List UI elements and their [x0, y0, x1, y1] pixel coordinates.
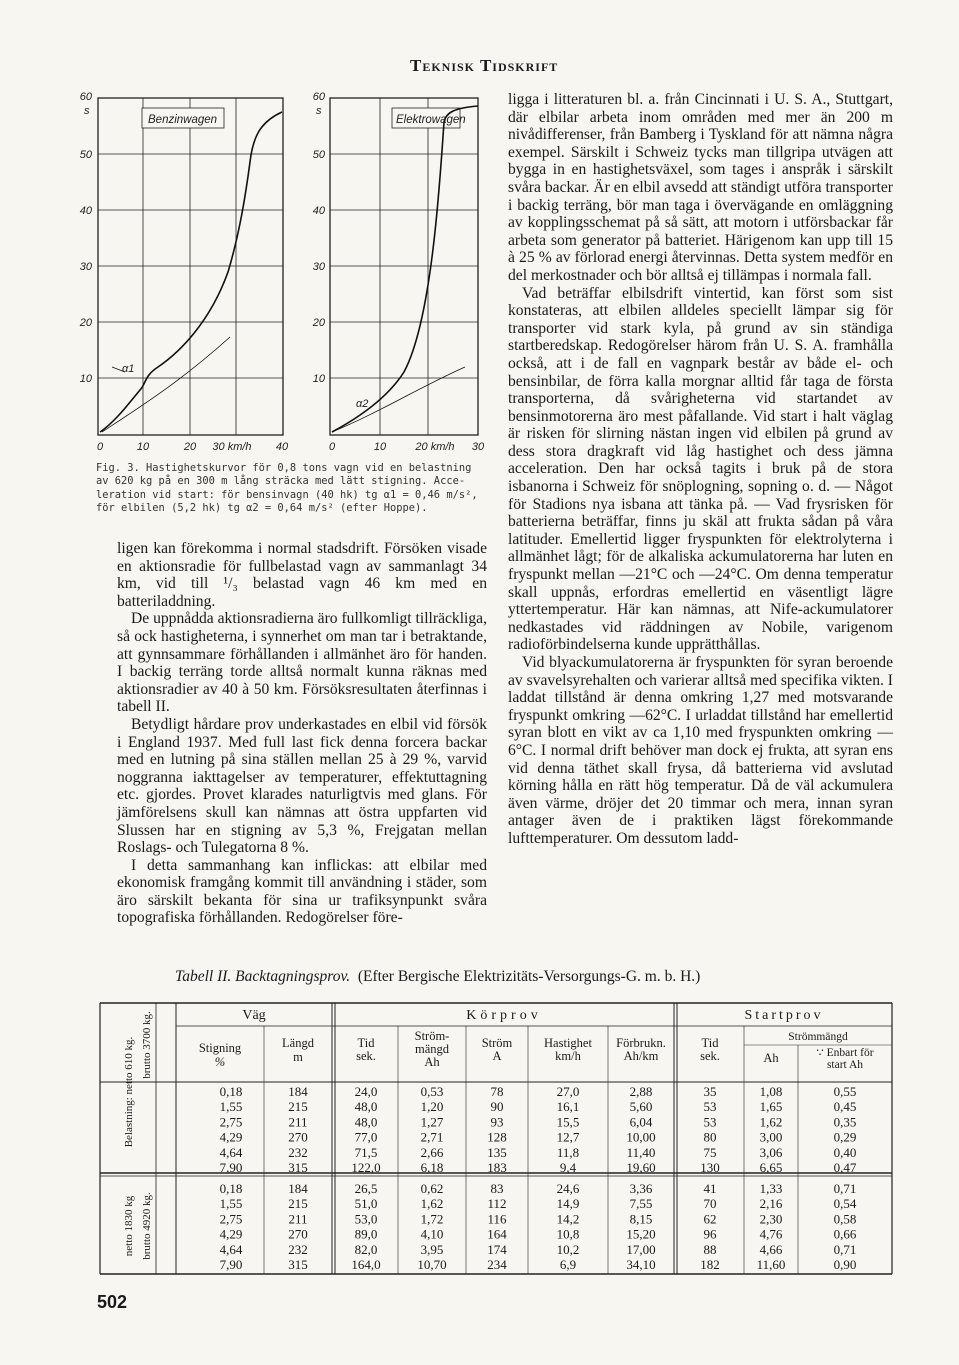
table-cell: 128: [487, 1129, 507, 1145]
table-cell: 83: [490, 1181, 504, 1196]
y-tick: 40: [312, 205, 325, 217]
table-cell: 2,88: [629, 1084, 653, 1099]
table-cell: 0,18: [219, 1084, 243, 1099]
table-cell: 9,4: [559, 1160, 577, 1175]
header-startprov: Startprov: [744, 1008, 824, 1023]
table-cell: 10,8: [556, 1226, 580, 1242]
table-title: Tabell II. Backtagningsprov. (Efter Bergische Elektrizitäts-Versorgungs-G. m. b. H.): [175, 968, 701, 985]
y-tick: 40: [79, 205, 92, 217]
table-body-2: [220, 1181, 857, 1272]
table-cell: 0,35: [833, 1114, 857, 1130]
table-cell: 15,20: [626, 1226, 656, 1242]
y-tick: 50: [312, 149, 325, 161]
paragraph: Vid blyackumulatorerna är fryspunkten för syran beroende av svavelsyrehalten och varierar alltså med specifika vikten. I laddat tillstånd är denna omkring 1,27 med motsvarande fryspunkt omkring —62°C. I urladdat tillstånd har emellertid syran blott en vikt av ca 1,10 med fryspunkten omkring —6°C. I normal drift behöver man dock ej frukta, att syran ens vid denna täthet skall frysa, då batterierna vid avslutad körning hålla en rätt hög temperatur. Då de väl ackumulera även värme, dröjer det 20 timmar och mera, innan syran antager även de i praktiken lägst förekommande lufttemperaturer. Om dessutom ladd-: [508, 654, 893, 847]
y-tick: 30: [79, 261, 92, 273]
x-tick: 30 km/h: [212, 441, 252, 453]
side-label: Belastning: netto 610 kg.: [123, 1036, 135, 1148]
paragraph: Betydligt hårdare prov underkastades en elbil vid försök i England 1937. Med full last fick denna forcera backar med en lutning på sina ställen mellan 25 à 29 %, varvid noggranna iakttagelser av temperaturer, effektuttagning etc. gjordes. Provet klarades naturligtvis med glans. För jämförelsens skull kan nämnas att östra uppfarten vid Slussen har en stigning av 5,3 %, Frejgatan mellan Roslags- och Tulegatorna 8 %.: [117, 715, 487, 857]
table-cell: 6,04: [629, 1114, 653, 1130]
right-chart-label: Elektrowagen: [396, 114, 466, 126]
y-tick: 60: [312, 91, 325, 103]
table-cell: 122,0: [351, 1160, 381, 1175]
table-cell: 53: [703, 1114, 717, 1130]
table-cell: 1,20: [420, 1099, 444, 1115]
table-cell: 2,75: [219, 1211, 243, 1227]
header-vag: Väg: [242, 1008, 266, 1023]
table-cell: 0,66: [833, 1226, 857, 1242]
table-cell: 11,40: [626, 1144, 656, 1160]
side-label: brutto 3700 kg.: [141, 1011, 153, 1079]
left-chart-label: Benzinwagen: [148, 114, 218, 126]
x-tick: 20: [183, 441, 197, 453]
table-cell: 182: [700, 1257, 720, 1272]
table-cell: 62: [703, 1211, 717, 1227]
y-tick: 20: [79, 317, 92, 329]
table-cell: 211: [288, 1211, 308, 1227]
svg-text:Ah: Ah: [424, 1055, 440, 1069]
table-cell: 2,66: [420, 1144, 444, 1160]
table-cell: 4,29: [219, 1129, 243, 1145]
table-cell: 215: [288, 1099, 308, 1115]
table-cell: 183: [487, 1160, 507, 1175]
table-cell: 164: [487, 1226, 507, 1242]
x-tick: 10: [136, 441, 150, 453]
table-cell: 270: [288, 1129, 308, 1145]
table-cell: 15,5: [556, 1114, 580, 1130]
y-tick: 10: [312, 373, 325, 385]
electric-car-curve: [332, 106, 478, 432]
right-chart: [312, 91, 485, 453]
x-tick: 40: [275, 441, 289, 453]
table-cell: 270: [288, 1226, 308, 1242]
svg-text:Ah: Ah: [763, 1051, 779, 1065]
left-text-column: [117, 540, 487, 927]
table-cell: 53: [703, 1099, 717, 1115]
table-cell: 135: [487, 1144, 507, 1160]
table-cell: 7,55: [629, 1196, 653, 1212]
svg-text:start Ah: start Ah: [826, 1059, 864, 1071]
table-cell: 1,33: [759, 1181, 783, 1196]
table-cell: 6,65: [759, 1160, 783, 1175]
col-stigning: Stigning: [198, 1041, 242, 1055]
alpha2-label: α2: [356, 398, 369, 410]
journal-header: Teknisk Tidskrift: [410, 56, 559, 75]
table-cell: 82,0: [354, 1241, 378, 1257]
table-cell: 6,18: [420, 1160, 444, 1175]
table-cell: 11,60: [756, 1257, 786, 1272]
table-cell: 184: [288, 1084, 308, 1099]
table-cell: 11,8: [556, 1144, 580, 1160]
side-label: netto 1830 kg: [123, 1195, 135, 1257]
table-cell: 27,0: [556, 1084, 580, 1099]
table-cell: 234: [487, 1257, 507, 1272]
y-unit: s: [316, 105, 322, 117]
table-cell: 88: [703, 1241, 717, 1257]
paragraph: Vad beträffar elbilsdrift vintertid, kan först som sist konstateras, att elbilen alldeles speciellt lämpar sig för transporter vid stark kyla, på grund av sin ständiga startberedskap. Redogörelser härom från U. S. A. framhålla också, att i de fall en vagnpark består av både el- och bensinbilar, de förra kalla morgnar alltid får taga de första transporterna, då svårigheterna vid startandet av bensinmotorerna äro mest påfallande. Vid start i halt väglag är risken för slirning nästan ingen vid elbilen på grund av dess stora dragkraft vid låg hastighet och dess jämna acceleration. Den har också tagits i bruk på de stora isbanorna i Schweiz för snöplogning, sopning o. d. — Något för Stadions nya isbana att tänka på. — Vad frysrisken för batterierna beträffar, finns ju skäl att frukta sådan på våra latituder. Emellertid ligger fryspunkten för elektrolyterna i allmänhet lågt; för de alkaliska ackumulatorerna har luten en fryspunkt mellan —21°C och —24°C. Om denna temperatur skall uppnås, erfordras emellertid en väsentligt lägre yttertemperatur. Här kan nämnas, att Nife-ackumulatorer nedkastades vid räddningen av Nobile, varigenom radioförbindelserna kunde upprätthållas.: [508, 284, 893, 654]
table-cell: 3,06: [759, 1144, 783, 1160]
table-cell: 10,70: [417, 1257, 447, 1272]
table-cell: 14,2: [556, 1211, 580, 1227]
table-cell: 34,10: [626, 1257, 656, 1272]
svg-text:A: A: [492, 1049, 502, 1063]
table-cell: 1,62: [759, 1114, 783, 1130]
table-cell: 184: [288, 1181, 308, 1196]
table-cell: 3,36: [629, 1181, 653, 1196]
table-cell: 7,90: [219, 1160, 243, 1175]
table-cell: 0,29: [833, 1129, 857, 1145]
col-strom: Ström: [481, 1036, 513, 1050]
table-cell: 12,7: [556, 1129, 580, 1145]
table-cell: 78: [490, 1084, 504, 1099]
table-cell: 2,71: [420, 1129, 444, 1145]
header-korprov: Körprov: [466, 1008, 542, 1023]
table-cell: 53,0: [354, 1211, 378, 1227]
table-cell: 2,30: [759, 1211, 783, 1227]
x-tick: 0: [328, 441, 336, 453]
table-cell: 17,00: [626, 1241, 656, 1257]
table-cell: 89,0: [354, 1226, 378, 1242]
speed-curves-figure: [70, 82, 490, 472]
svg-text:m: m: [293, 1050, 303, 1064]
svg-text:sek.: sek.: [700, 1049, 720, 1063]
table-cell: 0,55: [833, 1084, 857, 1099]
table-cell: 315: [288, 1160, 308, 1175]
paragraph: I detta sammanhang kan inflickas: att elbilar med ekonomisk framgång kommit till användning i städer, som äro särskilt bekanta för sina ur trafiksynpunkt svåra topografiska förhållanden. Redogörelser före-: [117, 856, 487, 927]
table-cell: 0,54: [833, 1196, 857, 1212]
table-cell: 211: [288, 1114, 308, 1130]
svg-text:mängd: mängd: [414, 1042, 450, 1056]
table-cell: 75: [703, 1144, 717, 1160]
table-cell: 164,0: [351, 1257, 381, 1272]
table-cell: 1,55: [219, 1099, 243, 1115]
table-cell: 10,2: [556, 1241, 580, 1257]
table-cell: 1,72: [420, 1211, 444, 1227]
table-cell: 10,00: [626, 1129, 656, 1145]
table-cell: 0,90: [833, 1257, 857, 1272]
table-cell: 0,40: [833, 1144, 857, 1160]
table-cell: 232: [288, 1144, 308, 1160]
table-cell: 215: [288, 1196, 308, 1212]
svg-text:%: %: [214, 1055, 226, 1069]
col-forbrukn: Förbrukn.: [616, 1036, 666, 1050]
table-cell: 2,75: [219, 1114, 243, 1130]
table-cell: 0,47: [833, 1160, 857, 1175]
table-cell: 2,16: [759, 1196, 783, 1212]
table-body-1: [220, 1084, 857, 1175]
table-cell: 0,58: [833, 1211, 857, 1227]
table-cell: 1,65: [759, 1099, 783, 1115]
svg-text:Ah/km: Ah/km: [623, 1049, 659, 1063]
table-cell: 16,1: [556, 1099, 580, 1115]
y-unit: s: [84, 105, 90, 117]
table-cell: 1,62: [420, 1196, 444, 1212]
svg-text:km/h: km/h: [555, 1049, 581, 1063]
paragraph: ligga i litteraturen bl. a. från Cincinnati i U. S. A., Stuttgart, där elbilar arbeta inom områden med mer än 200 m nivådifferenser, från Bamberg i Tyskland för att nämna några exempel. Särskilt i Schweiz tycks man tillgripa utvägen att bygga in en hastighetsväxel, som tages i anspråk i särskilt svåra backar. Är en elbil avsedd att ständigt utföra transporter i backig terräng, bör man taga i övervägande en omläggning av kopplingsschemat på så sätt, att motorn i utförsbackar får arbeta som generator på batteriet. Härigenom kan upp till 15 à 25 % av förlorad energi återvinnas. Detta system medför en del merkostnader och bör alltså ej tillämpas i normala fall.: [508, 91, 893, 284]
table-cell: 315: [288, 1257, 308, 1272]
table-cell: 24,0: [354, 1084, 378, 1099]
table-cell: 48,0: [354, 1114, 378, 1130]
y-tick: 20: [312, 317, 325, 329]
right-text-column: [508, 91, 893, 848]
alpha1-label: α1: [122, 363, 135, 375]
table-cell: 4,64: [219, 1241, 243, 1257]
table-cell: 80: [703, 1129, 717, 1145]
table-cell: 112: [487, 1196, 507, 1212]
col-start-strommangd: Strömmängd: [788, 1031, 848, 1043]
table-cell: 6,9: [559, 1257, 577, 1272]
table-cell: 0,53: [420, 1084, 444, 1099]
table-cell: 4,29: [219, 1226, 243, 1242]
table-cell: 8,15: [629, 1211, 653, 1227]
y-tick: 50: [79, 149, 92, 161]
table-cell: 1,08: [759, 1084, 783, 1099]
y-tick: 30: [312, 261, 325, 273]
paragraph: ligen kan förekomma i normal stadsdrift. Försöken visade en aktionsradie för fullbelastad vagn av sammanlagt 34 km, vid till ¹/₃ belastad vagn 46 km med en batteriladdning.: [117, 540, 487, 610]
x-tick: 0: [96, 441, 104, 453]
table-cell: 0,45: [833, 1099, 857, 1115]
table-cell: 93: [490, 1114, 504, 1130]
col-strommangd: Ström-: [414, 1029, 450, 1043]
table-cell: 1,27: [420, 1114, 444, 1130]
x-tick: 20 km/h: [415, 441, 455, 453]
y-tick: 60: [79, 91, 92, 103]
table-cell: 0,71: [833, 1181, 857, 1196]
page-number: 502: [97, 1292, 128, 1312]
table-cell: 77,0: [354, 1129, 378, 1145]
table-cell: 0,71: [833, 1241, 857, 1257]
table-cell: 70: [703, 1196, 717, 1212]
table-cell: 35: [703, 1084, 717, 1099]
table-cell: 4,66: [759, 1241, 783, 1257]
y-tick: 10: [79, 373, 92, 385]
col-langd: Längd: [282, 1036, 314, 1050]
table-cell: 7,90: [219, 1257, 243, 1272]
table-cell: 26,5: [354, 1181, 378, 1196]
side-label: brutto 4920 kg.: [141, 1192, 153, 1260]
table-cell: 96: [703, 1226, 717, 1242]
table-cell: 0,62: [420, 1181, 444, 1196]
col-tid: Tid: [357, 1036, 375, 1050]
table-cell: 4,76: [759, 1226, 783, 1242]
table-cell: 130: [700, 1160, 720, 1175]
figure-caption: Fig. 3. Hastighetskurvor för 0,8 tons vagn vid en belastning av 620 kg på en 300 m lång sträcka med lätt stigning. Acce- leration vid start: för bensinvagn (40 hk) tg α1 = 0,46 m/s², för elbilen (5,2 hk) tg α2 = 0,64 m/s² (efter Hoppe).: [96, 462, 478, 515]
svg-text:sek.: sek.: [356, 1049, 376, 1063]
col-start-tid: Tid: [701, 1036, 719, 1050]
table-cell: 3,00: [759, 1129, 783, 1145]
table-cell: 4,10: [420, 1226, 444, 1242]
table-cell: 5,60: [629, 1099, 653, 1115]
table-cell: 14,9: [556, 1196, 580, 1212]
data-table: [96, 1000, 896, 1280]
table-cell: 116: [487, 1211, 507, 1227]
table-cell: 174: [487, 1241, 507, 1257]
table-cell: 41: [703, 1181, 717, 1196]
left-chart: [79, 91, 289, 453]
table-cell: 232: [288, 1241, 308, 1257]
table-cell: 3,95: [420, 1241, 444, 1257]
paragraph: De uppnådda aktionsradierna äro fullkomligt tillräckliga, så ock hastigheterna, i synnerhet om man tar i betraktande, att gynnsammare förhållanden i allmänhet äro för handen. I backig terräng torde alltså normalt kunna räknas med aktionsradier av 40 à 50 km. Försöksresultaten återfinnas i tabell II.: [117, 610, 487, 716]
table-cell: 4,64: [219, 1144, 243, 1160]
table-cell: 0,18: [219, 1181, 243, 1196]
x-tick: 10: [373, 441, 387, 453]
table-cell: 71,5: [354, 1144, 378, 1160]
gasoline-car-curve: [100, 112, 282, 432]
table-cell: 90: [490, 1099, 504, 1115]
table-cell: 19,60: [626, 1160, 656, 1175]
col-hastighet: Hastighet: [544, 1036, 592, 1050]
x-tick: 30: [471, 441, 485, 453]
table-cell: 48,0: [354, 1099, 378, 1115]
table-cell: 1,55: [219, 1196, 243, 1212]
col-start-enbart: ∵ Enbart för: [816, 1047, 874, 1059]
table-cell: 51,0: [354, 1196, 378, 1212]
table-cell: 24,6: [556, 1181, 580, 1196]
